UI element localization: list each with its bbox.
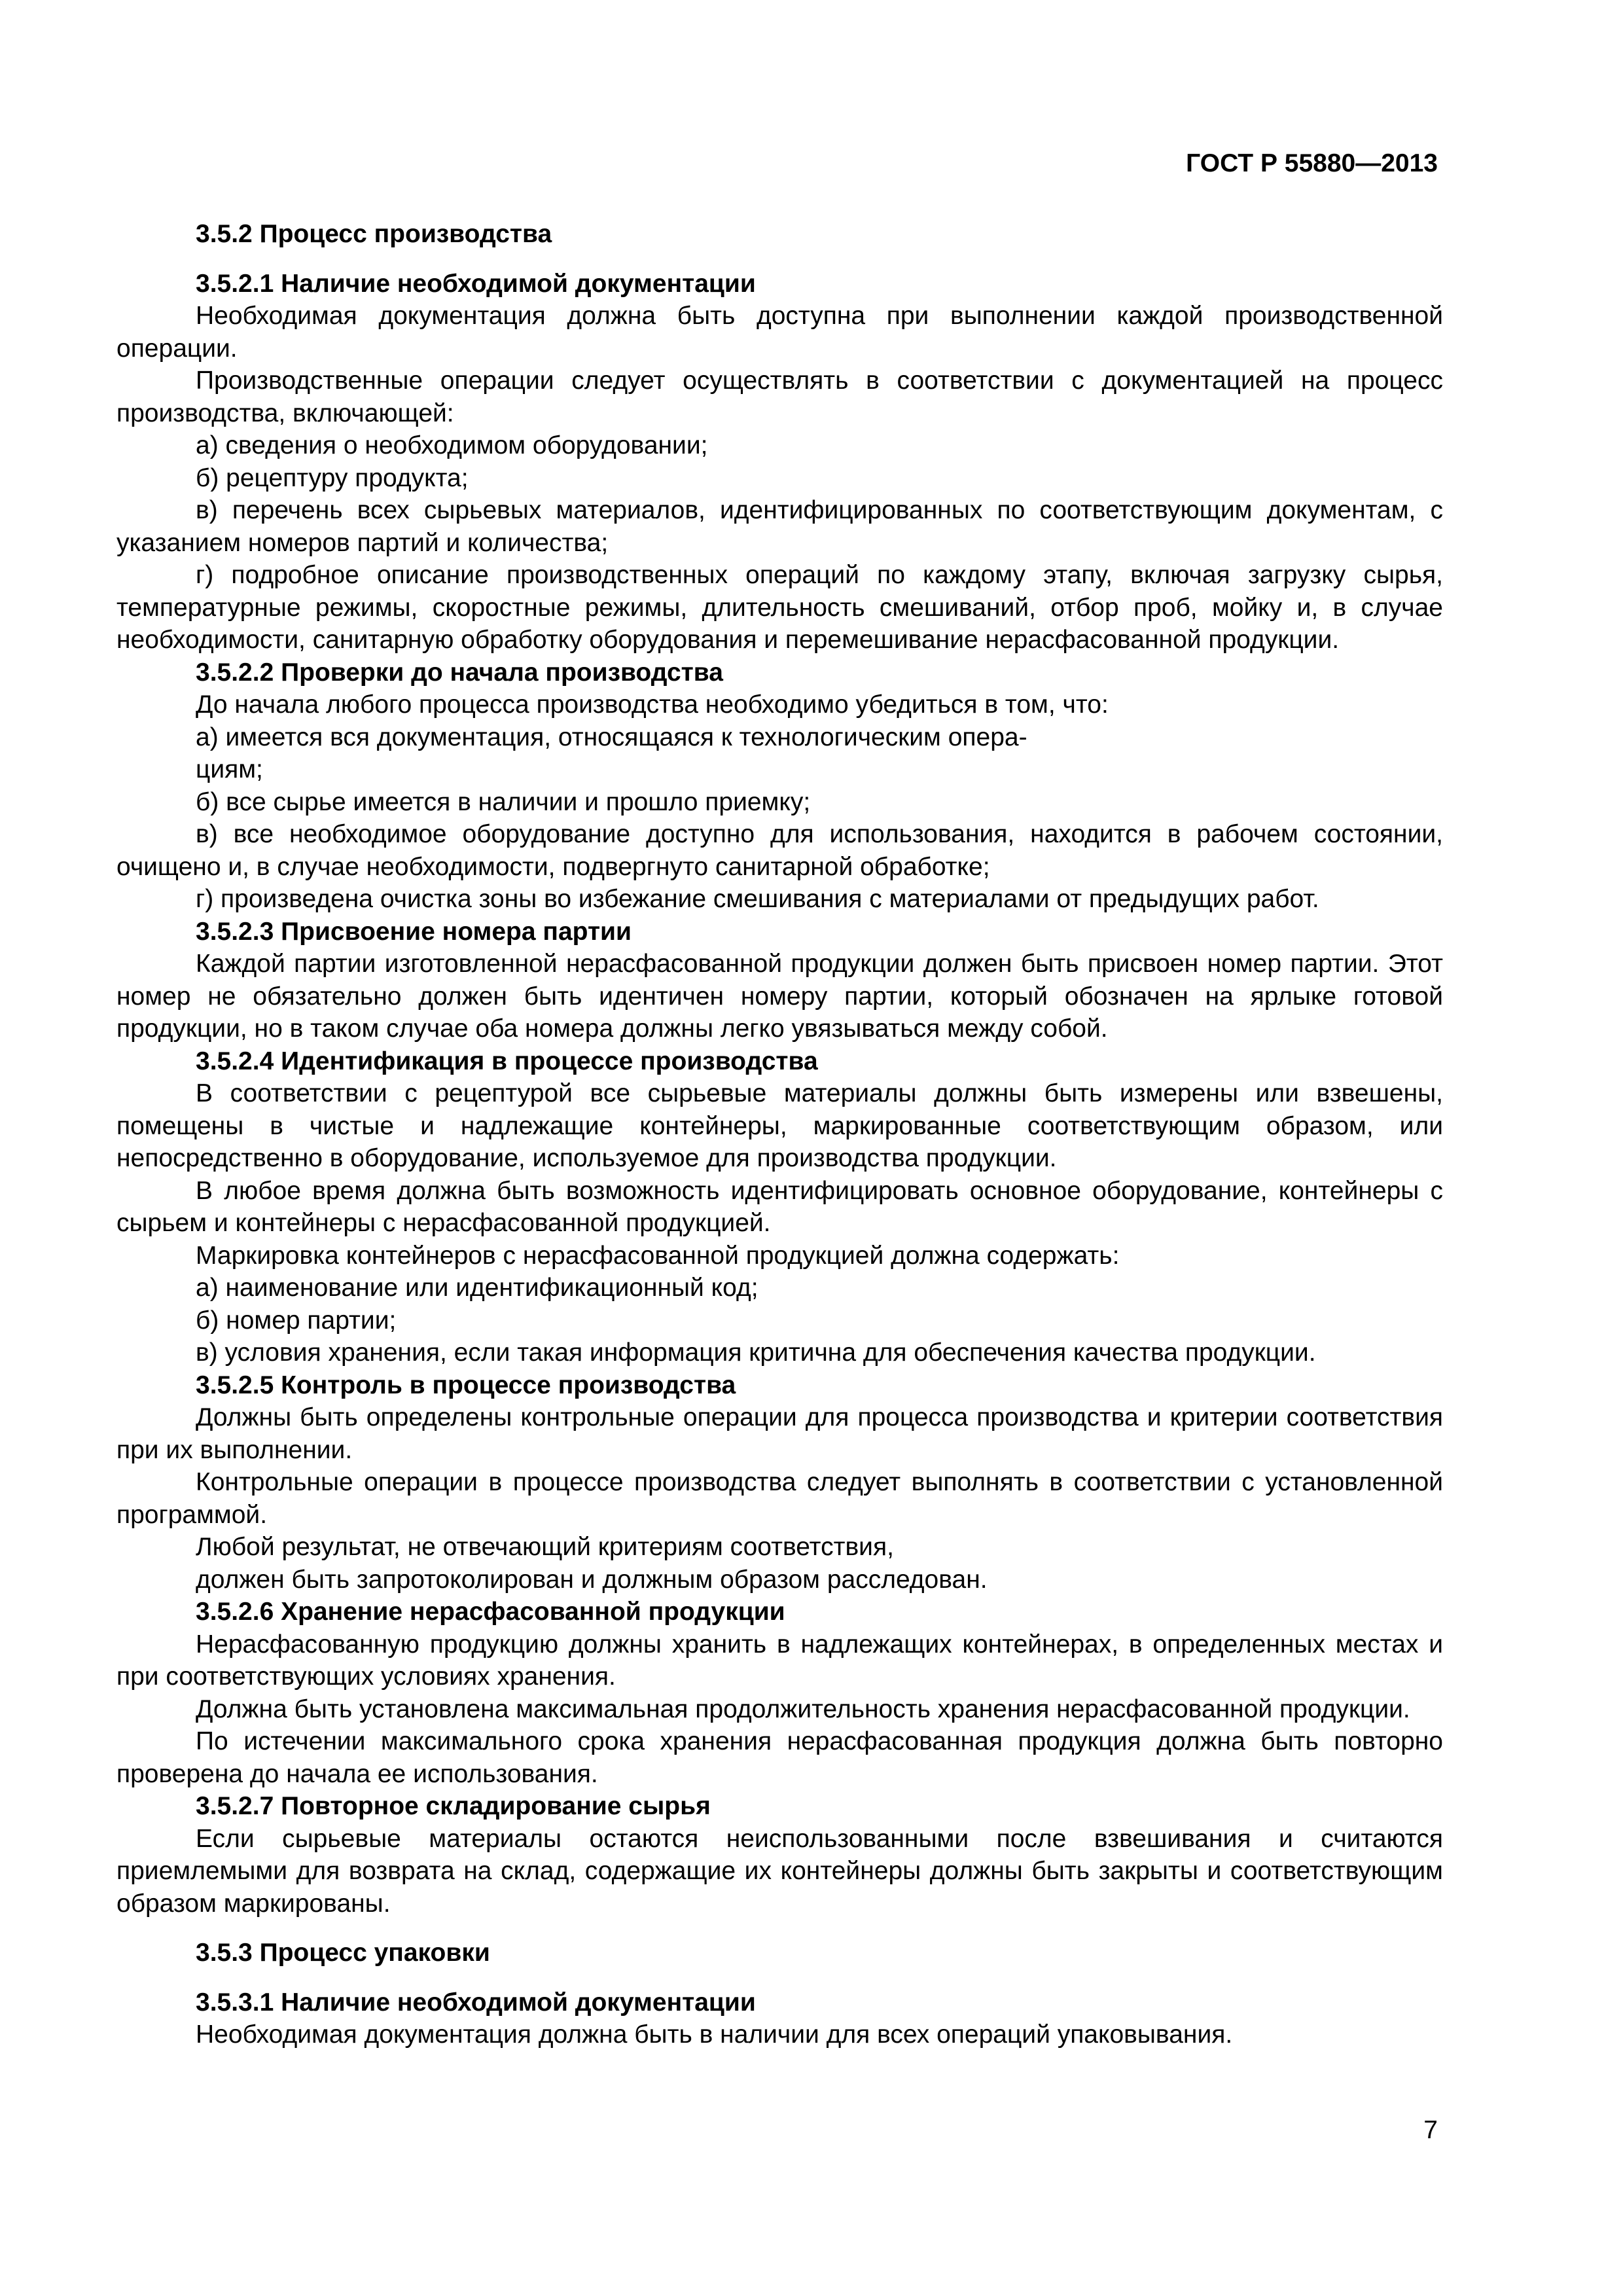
subsection-heading-3-5-3-1: 3.5.3.1 Наличие необходимой документации [196,1988,756,2017]
paragraph: Должны быть определены контрольные операции для процесса производства и критерии соответствия при их выполнении. [116,1403,1443,1464]
page-number: 7 [1423,2116,1438,2144]
paragraph: Производственные операции следует осуществлять в соответствии с документацией на процесс производства, включающей: [116,367,1443,427]
section-heading-3-5-2: 3.5.2 Процесс производства [196,220,552,248]
section-heading-3-5-3: 3.5.3 Процесс упаковки [196,1939,490,1967]
subsection-heading-3-5-2-6: 3.5.2.6 Хранение нерасфасованной продукции [196,1598,785,1626]
subsection-heading-3-5-2-5: 3.5.2.5 Контроль в процессе производства [196,1371,736,1399]
list-item: б) все сырье имеется в наличии и прошло приемку; [196,787,811,816]
subsection-heading-3-5-2-3: 3.5.2.3 Присвоение номера партии [196,917,632,946]
list-item: б) рецептуру продукта; [196,463,469,492]
list-item: а) наименование или идентификационный код; [196,1274,758,1302]
document-code-header: ГОСТ Р 55880—2013 [1186,149,1438,177]
list-item: а) имеется вся документация, относящаяся к технологическим опера- [196,723,1027,751]
document-body [116,218,1443,2051]
paragraph: Необходимая документация должна быть доступна при выполнении каждой производственной операции. [116,302,1443,363]
subsection-heading-3-5-2-2: 3.5.2.2 Проверки до начала производства [196,658,723,687]
subsection-heading-3-5-2-1: 3.5.2.1 Наличие необходимой документации [196,269,756,298]
list-item: в) условия хранения, если такая информация критична для обеспечения качества продукции. [196,1338,1316,1367]
list-item-continuation: циям; [196,755,263,783]
paragraph: Должна быть установлена максимальная продолжительность хранения нерасфасованной продукции. [196,1695,1410,1723]
list-item: г) подробное описание производственных операций по каждому этапу, включая загрузку сырья, температурные режимы, скоростные режимы, длительность смешиваний, отбор проб, мойку и, в случае необходимости, санитарную обработку оборудования и перемешивание нерасфасованной продукции. [116,561,1443,654]
paragraph: В соответствии с рецептурой все сырьевые материалы должны быть измерены или взвешены, помещены в чистые и надлежащие контейнеры, маркированные соответствующим образом, или непосредственно в оборудование, используемое для производства продукции. [116,1079,1443,1172]
paragraph: Любой результат, не отвечающий критериям соответствия, [196,1533,894,1561]
list-item: а) сведения о необходимом оборудовании; [196,431,708,459]
paragraph: Если сырьевые материалы остаются неиспользованными после взвешивания и считаются приемлемыми для возврата на склад, содержащие их контейнеры должны быть закрыты и соответствующим образом маркированы. [116,1824,1443,1918]
list-item: г) произведена очистка зоны во избежание смешивания с материалами от предыдущих работ. [196,885,1319,913]
paragraph: Необходимая документация должна быть в наличии для всех операций упаковывания. [196,2020,1233,2049]
paragraph: В любое время должна быть возможность идентифицировать основное оборудование, контейнеры с сырьем и контейнеры с нерасфасованной продукцией. [116,1176,1443,1237]
paragraph: Каждой партии изготовленной нерасфасованной продукции должен быть присвоен номер партии. Этот номер не обязательно должен быть идентичен номеру партии, который обозначен на ярлыке готовой продукции, но в таком случае оба номера должны легко увязываться между собой. [116,950,1443,1043]
subsection-heading-3-5-2-4: 3.5.2.4 Идентификация в процессе производства [196,1047,818,1075]
paragraph: По истечении максимального срока хранения нерасфасованная продукция должна быть повторно проверена до начала ее использования. [116,1727,1443,1788]
paragraph: Контрольные операции в процессе производства следует выполнять в соответствии с установленной программой. [116,1468,1443,1529]
paragraph: Маркировка контейнеров с нерасфасованной продукцией должна содержать: [196,1241,1120,1270]
list-item: в) перечень всех сырьевых материалов, идентифицированных по соответствующим документам, с указанием номеров партий и количества; [116,496,1443,557]
list-item: в) все необходимое оборудование доступно для использования, находится в рабочем состоянии, очищено и, в случае необходимости, подвергнуто санитарной обработке; [116,820,1443,881]
paragraph: До начала любого процесса производства необходимо убедиться в том, что: [196,691,1109,719]
list-item: б) номер партии; [196,1306,397,1335]
paragraph: Нерасфасованную продукцию должны хранить в надлежащих контейнерах, в определенных местах и при соответствующих условиях хранения. [116,1630,1443,1691]
subsection-heading-3-5-2-7: 3.5.2.7 Повторное складирование сырья [196,1792,711,1820]
paragraph: должен быть запротоколирован и должным образом расследован. [196,1565,988,1594]
